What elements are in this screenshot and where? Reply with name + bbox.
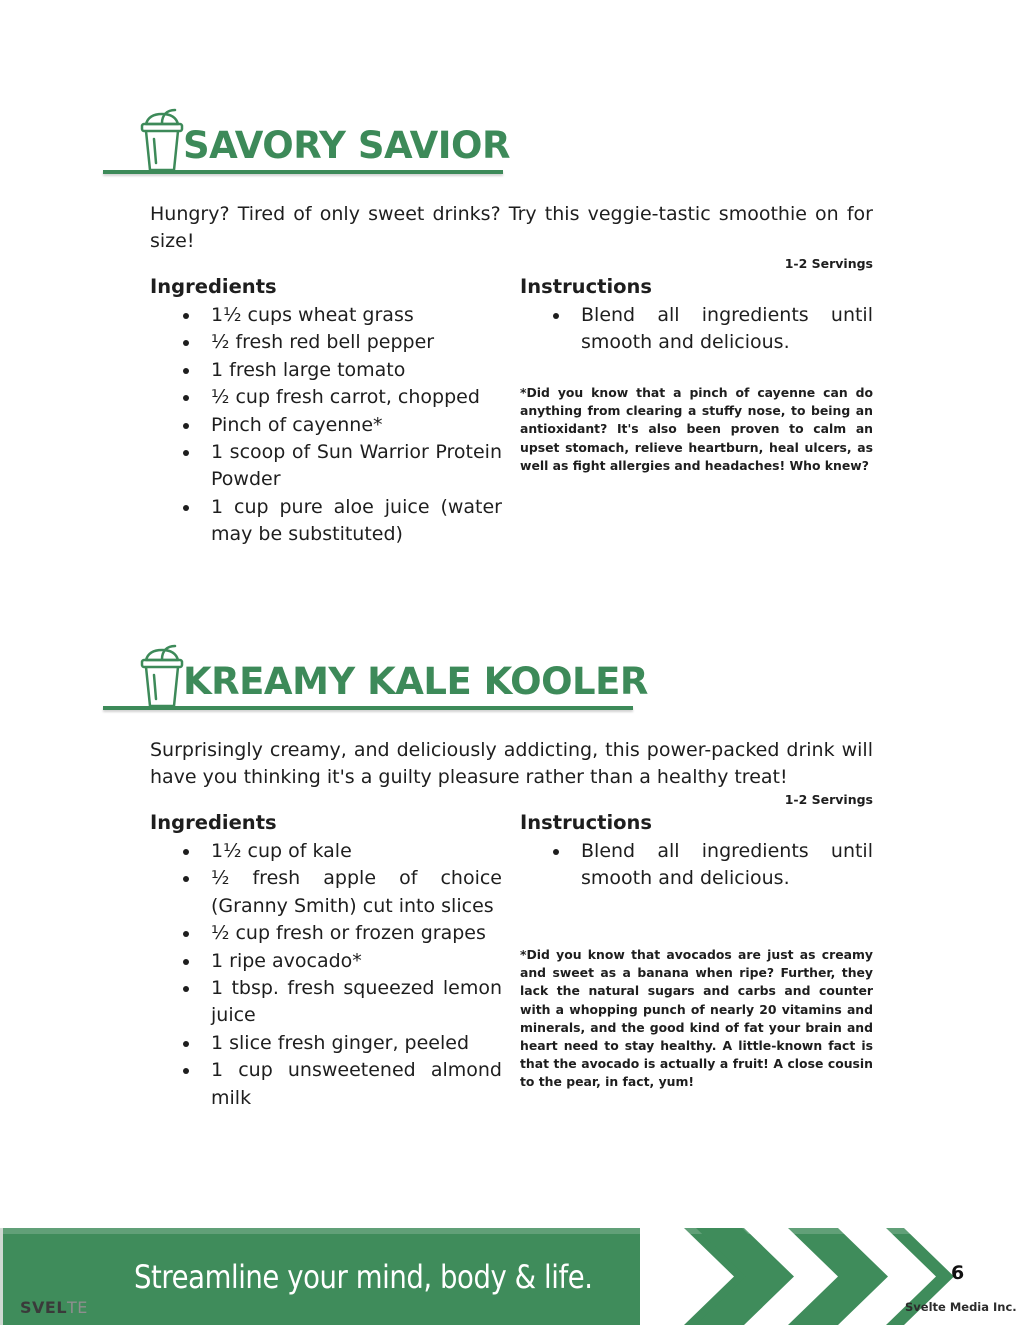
- company-name: Svelte Media Inc.: [905, 1300, 1017, 1314]
- ingredient-item: 1 cup unsweetened almond milk: [150, 1057, 502, 1112]
- ingredient-item: 1 tbsp. fresh squeezed lemon juice: [150, 975, 502, 1030]
- smoothie-cup-icon: [139, 643, 185, 709]
- ingredient-item: 1 slice fresh ginger, peeled: [150, 1030, 502, 1057]
- instruction-item: Blend all ingredients until smooth and delicious.: [520, 302, 873, 357]
- instructions-list: [520, 302, 873, 357]
- title-underline: [103, 170, 503, 174]
- servings-label: 1-2 Servings: [784, 792, 873, 807]
- ingredients-list: [150, 838, 502, 1112]
- recipe-intro: Surprisingly creamy, and deliciously addicting, this power-packed drink will have you thinking it's a guilty pleasure rather than a healthy treat!: [150, 739, 873, 788]
- ingredient-item: 1 cup pure aloe juice (water may be substituted): [150, 494, 502, 549]
- ingredient-item: ½ cup fresh carrot, chopped: [150, 384, 502, 411]
- ingredient-item: 1 ripe avocado*: [150, 948, 502, 975]
- footer-tagline: Streamline your mind, body & life.: [134, 1258, 593, 1296]
- page-footer: [0, 1228, 1024, 1325]
- instructions-heading: Instructions: [520, 811, 653, 834]
- brand-logo-part: TE: [67, 1298, 88, 1317]
- brand-logo: [20, 1298, 88, 1317]
- instructions-heading: Instructions: [520, 275, 653, 298]
- recipe-intro: Hungry? Tired of only sweet drinks? Try this veggie-tastic smoothie on for size!: [150, 203, 873, 252]
- instructions-list: [520, 838, 873, 893]
- ingredient-item: 1½ cup of kale: [150, 838, 502, 865]
- ingredient-item: 1 scoop of Sun Warrior Protein Powder: [150, 439, 502, 494]
- fun-fact-note: *Did you know that a pinch of cayenne can do anything from clearing a stuffy nose, to being an antioxidant? It's also been proven to calm an upset stomach, relieve heartburn, heal ulcers, as well as fight allergies and headaches! Who knew?: [520, 385, 873, 473]
- footer-edge: [0, 1228, 3, 1325]
- ingredient-item: Pinch of cayenne*: [150, 412, 502, 439]
- ingredients-list: [150, 302, 502, 549]
- recipe-title: KREAMY KALE KOOLER: [183, 660, 648, 703]
- ingredients-heading: Ingredients: [150, 811, 277, 834]
- ingredient-item: ½ fresh red bell pepper: [150, 329, 502, 356]
- smoothie-cup-icon: [139, 107, 185, 173]
- recipe-title: SAVORY SAVIOR: [183, 124, 510, 167]
- brand-logo-part: SVEL: [20, 1298, 68, 1317]
- servings-label: 1-2 Servings: [784, 256, 873, 271]
- fun-fact-note: *Did you know that avocados are just as creamy and sweet as a banana when ripe? Further, they lack the natural sugars and carbs and counter with a whopping punch of nearly 20 vitamins and minerals, and the good kind of fat your brain and heart need to stay healthy. A little-known fact is that the avocado is actually a fruit! A close cousin to the pear, in fact, yum!: [520, 947, 873, 1090]
- ingredient-item: 1 fresh large tomato: [150, 357, 502, 384]
- instruction-item: Blend all ingredients until smooth and delicious.: [520, 838, 873, 893]
- ingredient-item: ½ fresh apple of choice (Granny Smith) cut into slices: [150, 865, 502, 920]
- ingredients-heading: Ingredients: [150, 275, 277, 298]
- ingredient-item: 1½ cups wheat grass: [150, 302, 502, 329]
- ingredient-item: ½ cup fresh or frozen grapes: [150, 920, 502, 947]
- page-number: 6: [951, 1262, 965, 1284]
- title-underline: [103, 706, 633, 710]
